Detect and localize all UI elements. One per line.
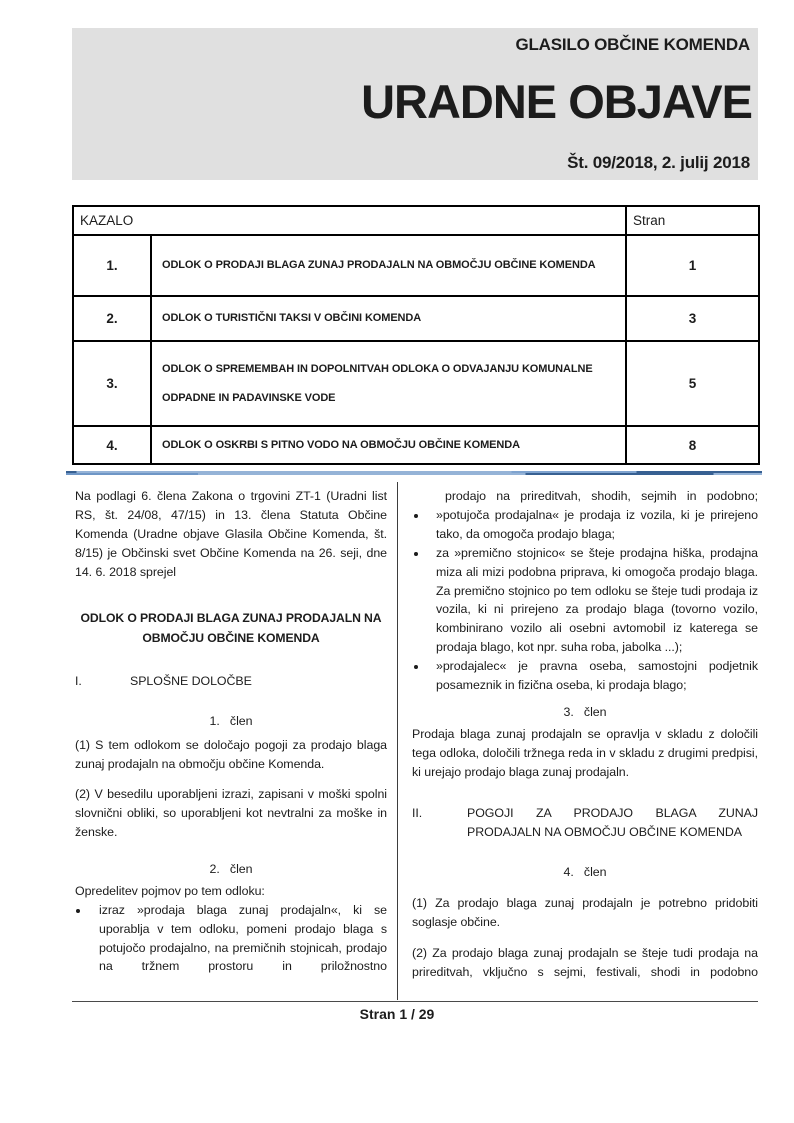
section-1-title: SPLOŠNE DOLOČBE (130, 673, 252, 688)
toc-stran-label: Stran (626, 206, 759, 235)
toc-row-page: 1 (626, 235, 759, 296)
section-1-heading (75, 672, 387, 691)
definition-item: • za »premično stojnico« se šteje prodajna hiška, prodajna miza ali mizi podobna priprava, ki omogoča prodajo blaga. Za premično stojnico po tem odloku se šteje tudi prodaja iz vozila, ki ni prirejeno za prodajo blaga (tovorno vozilo, kombinirano vozilo ali osebni avtomobil iz katerega se prodaja blago, kot npr. suha roba, jabolka ...); (428, 544, 758, 657)
toc-row-number: 1. (73, 235, 151, 296)
section-2-heading (412, 804, 758, 842)
toc-row (73, 341, 759, 426)
toc-row-title: ODLOK O PRODAJI BLAGA ZUNAJ PRODAJALN NA OBMOČJU OBČINE KOMENDA (151, 235, 626, 296)
article-3-paragraph: Prodaja blaga zunaj prodajaln se opravlja v skladu z določili tega odloka, določili tržnega reda in v skladu z drugimi predpisi, ki urejajo prodajo blaga zunaj prodajaln. (412, 726, 758, 779)
article-1-paragraph-1: (1) S tem odlokom se določajo pogoji za prodajo blaga zunaj prodajaln na območju občine Komenda. (75, 738, 387, 772)
article-2-intro: Opredelitev pojmov po tem odloku: (75, 883, 265, 898)
decree-title: ODLOK O PRODAJI BLAGA ZUNAJ PRODAJALN NA OBMOČJU OBČINE KOMENDA (80, 610, 382, 645)
article-4-paragraph-2: (2) Za prodajo blaga zunaj prodajaln se šteje tudi prodaja na prireditvah, vključno s sejmi, festivali, shodi in podobno (412, 946, 758, 980)
toc-table (72, 205, 760, 465)
page-number: Stran 1 / 29 (359, 1006, 435, 1022)
definition-item-continuation: prodajo na prireditvah, shodih, sejmih in podobno; (445, 489, 758, 503)
toc-row (73, 426, 759, 464)
toc-row-number: 4. (73, 426, 151, 464)
right-column (412, 487, 758, 982)
definition-item: • »prodajalec« je pravna oseba, samostojni podjetnik posameznik in fizična oseba, ki prodaja blago; (428, 657, 758, 695)
article-4-heading: 4. člen (563, 865, 607, 880)
footer-rule (72, 1001, 758, 1002)
column-divider (397, 482, 398, 1000)
article-3-heading: 3. člen (563, 704, 607, 719)
toc-row-number: 2. (73, 296, 151, 341)
toc-row-title: ODLOK O TURISTIČNI TAKSI V OBČINI KOMENDA (151, 296, 626, 341)
issue-date: Št. 09/2018, 2. julij 2018 (567, 153, 750, 172)
article-1-heading: 1. člen (209, 714, 253, 729)
section-2-title: POGOJI ZA PRODAJO BLAGA ZUNAJ PRODAJALN NA OBMOČJU OBČINE KOMENDA (467, 805, 758, 839)
toc-row-page: 8 (626, 426, 759, 464)
article-1-paragraph-2: (2) V besedilu uporabljeni izrazi, zapisani v moški spolni slovnični obliki, so uporabljeni kot nevtralni za moške in ženske. (75, 787, 387, 839)
toc-row (73, 296, 759, 341)
section-2-number: II. (412, 805, 423, 820)
definitions-list (412, 506, 758, 695)
left-column (75, 487, 387, 976)
toc-row-page: 3 (626, 296, 759, 341)
toc-kazalo-label: KAZALO (73, 206, 626, 235)
section-1-number: I. (75, 673, 82, 688)
toc-row-number: 3. (73, 341, 151, 426)
toc-header-row (73, 206, 759, 235)
toc-row-title: ODLOK O OSKRBI S PITNO VODO NA OBMOČJU OBČINE KOMENDA (151, 426, 626, 464)
intro-paragraph: Na podlagi 6. člena Zakona o trgovini ZT-1 (Uradni list RS, št. 24/08, 47/15) in 13. člena Statuta Občine Komenda (Uradne objave Glasila Občine Komenda, št. 8/15) je Občinski svet Občine Komenda na 26. seji, dne 14. 6. 2018 sprejel (75, 489, 387, 579)
article-4-paragraph-1: (1) Za prodajo blaga zunaj prodajaln je potrebno pridobiti soglasje občine. (412, 896, 758, 930)
toc-row (73, 235, 759, 296)
toc-row-title: ODLOK O SPREMEMBAH IN DOPOLNITVAH ODLOKA O ODVAJANJU KOMUNALNE ODPADNE IN PADAVINSKE VODE (151, 341, 626, 426)
definitions-list (75, 901, 387, 977)
blue-divider-bottom-line (66, 473, 762, 475)
toc-row-page: 5 (626, 341, 759, 426)
article-2-heading: 2. člen (209, 861, 253, 876)
definition-item: • izraz »prodaja blaga zunaj prodajaln«, ki se uporablja v tem odloku, pomeni prodajo blaga s potujočo prodajalno, na premičnih stojnicah, prodajo na tržnem prostoru in priložnostno (90, 901, 387, 977)
masthead (72, 28, 758, 180)
blue-divider (66, 471, 762, 475)
publication-name: GLASILO OBČINE KOMENDA (515, 35, 750, 54)
gazette-title: URADNE OBJAVE (361, 75, 752, 128)
definition-item: • »potujoča prodajalna« je prodaja iz vozila, ki je prirejeno tako, da omogoča prodajo blaga; (428, 506, 758, 544)
